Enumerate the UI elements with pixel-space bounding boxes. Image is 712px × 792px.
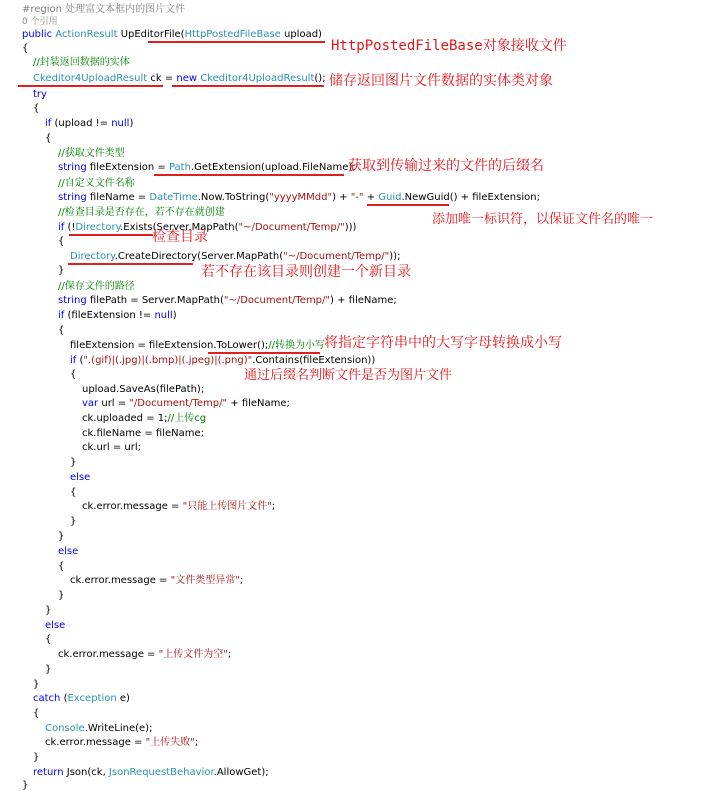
url-declaration: var url = "/Document/Temp/" + fileName; bbox=[82, 398, 290, 409]
filepath-declaration: string filePath = Server.MapPath("~/Document/Temp/") + fileName; bbox=[58, 295, 397, 306]
try-keyword: try bbox=[33, 89, 47, 100]
catch-line: catch (Exception e) bbox=[33, 693, 130, 704]
return-line: return Json(ck, JsonRequestBehavior.AllowGet); bbox=[33, 767, 269, 778]
error-empty-line: ck.error.message = "上传文件为空"; bbox=[58, 649, 232, 660]
if-extension-line: if (fileExtension != null) bbox=[58, 310, 177, 321]
annotation-check-dir: 检查目录 bbox=[152, 229, 208, 245]
console-line: Console.WriteLine(e); bbox=[45, 723, 153, 734]
brace-close-else-ext: } bbox=[58, 590, 65, 601]
error-type-line: ck.error.message = "文件类型异常"; bbox=[70, 575, 244, 586]
comment-save-path: //保存文件的路径 bbox=[58, 281, 135, 292]
brace-close-else-upload: } bbox=[45, 664, 52, 675]
comment-get-type: //获取文件类型 bbox=[58, 148, 125, 159]
else-keyword-inner: else bbox=[70, 472, 91, 483]
brace-close-if-image: } bbox=[70, 457, 77, 468]
annotation-file-param: HttpPostedFileBase对象接收文件 bbox=[331, 38, 567, 54]
if-directory-line: if (!Directory.Exists(Server.MapPath("~/Document/Temp/"))) bbox=[58, 222, 357, 233]
comment-custom-name: //自定义文件名称 bbox=[58, 178, 135, 189]
ext-declaration: string fileExtension = Path.GetExtension(upload.FileName); bbox=[58, 162, 356, 173]
annotation-result-object: 储存返回图片文件数据的实体类对象 bbox=[329, 73, 553, 89]
uploaded-line: ck.uploaded = 1;//上传cg bbox=[82, 413, 207, 424]
brace-close-else-inner: } bbox=[70, 516, 77, 527]
brace-open-if-ext: { bbox=[58, 325, 65, 336]
brace-close-if-dir: } bbox=[58, 265, 65, 276]
underline-exists bbox=[69, 234, 153, 236]
brace-open-else-ext: { bbox=[58, 561, 65, 572]
ck-declaration: Ckeditor4UploadResult ck = new Ckeditor4UploadResult(); bbox=[33, 73, 326, 84]
brace-open-if-upload: { bbox=[45, 133, 52, 144]
underline-ck-left bbox=[18, 85, 163, 87]
else-keyword-upload: else bbox=[45, 620, 66, 631]
annotation-image-check: 通过后缀名判断文件是否为图片文件 bbox=[244, 368, 453, 383]
if-image-line: if (".(gif)|(.jpg)|(.bmp)|(.jpeg)|(.png)".Contains(fileExtension)) bbox=[70, 355, 376, 366]
brace-close-if-upload: } bbox=[45, 605, 52, 616]
brace-open-else-upload: { bbox=[45, 634, 52, 645]
error-image-only-line: ck.error.message = "只能上传图片文件"; bbox=[82, 501, 276, 512]
error-fail-line: ck.error.message = "上传失败"; bbox=[45, 737, 199, 748]
brace-open-try: { bbox=[33, 103, 40, 114]
brace-open-if-dir: { bbox=[58, 236, 65, 247]
method-signature: public ActionResult UpEditorFile(HttpPostedFileBase upload) bbox=[22, 29, 322, 40]
underline-create-dir bbox=[68, 263, 193, 265]
annotation-get-extension: 获取到传输过来的文件的后缀名 bbox=[348, 158, 544, 174]
create-directory-line: Directory.CreateDirectory(Server.MapPath("~/Document/Temp/")); bbox=[70, 251, 401, 262]
brace-open-catch: { bbox=[33, 708, 40, 719]
brace-open-method: { bbox=[22, 43, 29, 54]
underline-ext bbox=[154, 174, 344, 176]
save-as-line: upload.SaveAs(filePath); bbox=[82, 384, 205, 395]
brace-open-if-image: { bbox=[70, 369, 77, 380]
annotation-guid: 添加唯一标识符，以保证文件名的唯一 bbox=[432, 212, 654, 227]
underline-ck-right bbox=[172, 85, 324, 87]
annotation-tolower: 将指定字符串中的大写字母转换成小写 bbox=[324, 335, 562, 351]
brace-close-try: } bbox=[33, 679, 40, 690]
brace-open-else-inner: { bbox=[70, 487, 77, 498]
url-assign-line: ck.url = url; bbox=[82, 442, 142, 453]
reference-count[interactable]: 0 个引用 bbox=[22, 17, 58, 27]
if-upload-line: if (upload != null) bbox=[45, 118, 134, 129]
region-directive: #region 处理富文本框内的图片文件 bbox=[22, 4, 186, 15]
comment-check-dir: //检查目录是否存在，若不存在就创建 bbox=[58, 207, 225, 218]
underline-guid bbox=[367, 204, 449, 206]
filename-declaration: string fileName = DateTime.Now.ToString("yyyyMMdd") + "-" + Guid.NewGuid() + fileExtension; bbox=[58, 192, 540, 203]
comment-encapsulate: //封装返回数据的实体 bbox=[33, 57, 130, 68]
annotation-create-dir: 若不存在该目录则创建一个新目录 bbox=[201, 264, 411, 280]
else-keyword-ext: else bbox=[58, 546, 79, 557]
brace-close-catch: } bbox=[33, 752, 40, 763]
tolower-line: fileExtension = fileExtension.ToLower();//转换为小写 bbox=[70, 340, 325, 351]
brace-close-method: } bbox=[22, 780, 29, 791]
underline-param bbox=[148, 41, 325, 43]
brace-close-if-ext: } bbox=[58, 531, 65, 542]
filename-assign-line: ck.fileName = fileName; bbox=[82, 428, 205, 439]
